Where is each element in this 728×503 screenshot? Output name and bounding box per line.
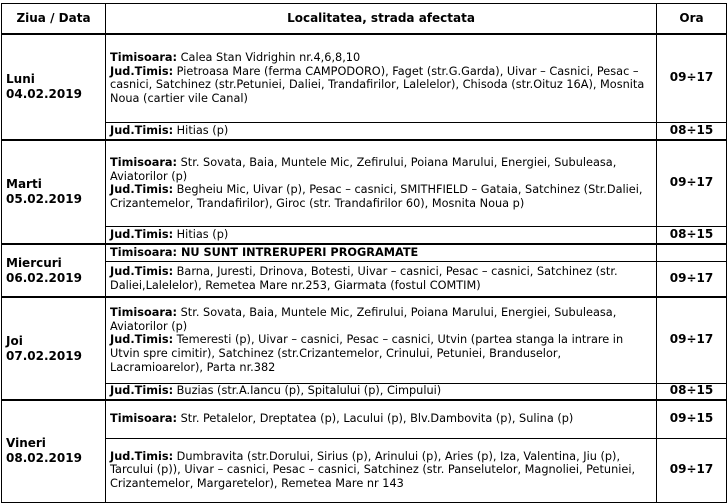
location-cell [106,34,657,122]
time-cell: 09÷17 [657,297,727,383]
header-row [2,4,727,35]
area-label: Jud.Timis: [110,333,174,347]
table-row [2,383,727,400]
table-row [2,261,727,297]
location-cell [106,297,657,383]
header-location: Localitatea, strada afectata [106,4,657,35]
time-cell: 09÷17 [657,140,727,226]
area-label: Jud.Timis: [110,123,174,137]
area-text: Temeresti (p), Uivar – casnici, Pesac – casnici, Utvin (partea stanga la intrare in Utvin spre cimitir), Satchinez (str.Crizantemelor, Crinului, Petuniei, Branduselor, Lacramioarelor), Parta nr.382 [110,333,624,374]
day-cell [2,297,106,400]
time-cell: 08÷15 [657,226,727,244]
time-cell: 08÷15 [657,383,727,400]
time-cell: 09÷17 [657,261,727,297]
table-row [2,297,727,383]
location-cell [106,383,657,400]
date-label: 05.02.2019 [6,192,82,206]
time-cell: 08÷15 [657,122,727,140]
location-cell [106,122,657,140]
day-cell [2,400,106,502]
location-line [110,51,652,65]
area-label: Timisoara: [110,51,178,65]
area-text: NU SUNT INTRERUPERI PROGRAMATE [177,245,419,259]
date-label: 06.02.2019 [6,270,82,285]
table-row [2,244,727,261]
header-time: Ora [657,4,727,35]
area-text: Str. Sovata, Baia, Muntele Mic, Zefirului, Poiana Marului, Energiei, Subuleasa, Aviatorilor (p) [110,156,617,183]
weekday-label: Miercuri [6,255,62,270]
outage-schedule-table [1,3,727,503]
area-text: Hitias (p) [173,227,229,241]
time-cell: 09÷17 [657,34,727,122]
location-cell [106,244,657,261]
location-cell [106,438,657,502]
day-cell [2,34,106,140]
table-row [2,400,727,438]
time-cell: 09÷17 [657,438,727,502]
location-line [110,183,652,210]
location-cell [106,400,657,438]
date-label: 08.02.2019 [6,451,82,466]
location-line [110,333,652,374]
area-label: Jud.Timis: [110,384,174,398]
area-text: Hitias (p) [173,123,229,137]
area-label: Jud.Timis: [110,183,174,197]
weekday-label: Joi [6,333,23,348]
area-label: Jud.Timis: [110,265,174,279]
weekday-label: Vineri [6,436,46,451]
header-day-date: Ziua / Data [2,4,106,35]
area-label: Timisoara: [110,156,178,170]
weekday-label: Luni [6,72,35,86]
area-text: Barna, Juresti, Drinova, Botesti, Uivar – casnici, Pesac – casnici, Satchinez (str. Daliei,Lalelelor), Remetea Mare nr.253, Giarmata (fostul COMTIM) [110,265,618,292]
day-cell [2,140,106,244]
location-cell [106,226,657,244]
location-line [110,306,652,333]
area-label: Timisoara: [110,245,178,259]
weekday-label: Marti [6,177,42,191]
time-cell [657,244,727,261]
table-row [2,122,727,140]
location-cell [106,140,657,226]
area-label: Jud.Timis: [110,227,174,241]
time-cell: 09÷15 [657,400,727,438]
location-line [110,156,652,183]
area-text: Calea Stan Vidrighin nr.4,6,8,10 [177,51,361,65]
date-label: 04.02.2019 [6,87,82,101]
area-label: Timisoara: [110,306,178,320]
table-row [2,140,727,226]
area-text: Pietroasa Mare (ferma CAMPODORO), Faget (str.G.Garda), Uivar – Casnici, Pesac – casnici, Satchinez (str.Petuniei, Daliei, Trandafirilor, Lalelelor), Chisoda (str.Oituz 16A), Mosnita Noua (cartier vile Canal) [110,64,645,105]
table-row [2,438,727,502]
location-line [110,65,652,106]
table-row [2,226,727,244]
area-text: Str. Petalelor, Dreptatea (p), Lacului (p), Blv.Dambovita (p), Sulina (p) [177,412,574,426]
day-cell [2,244,106,297]
area-text: Begheiu Mic, Uivar (p), Pesac – casnici, SMITHFIELD – Gataia, Satchinez (Str.Daliei, Crizantemelor, Trandafirilor), Giroc (str. Trandafirilor 60), Mosnita Noua p) [110,183,643,210]
area-label: Jud.Timis: [110,64,174,78]
area-label: Timisoara: [110,412,178,426]
table-row [2,34,727,122]
area-text: Str. Sovata, Baia, Muntele Mic, Zefirului, Poiana Marului, Energiei, Subuleasa, Aviatorilor (p) [110,306,617,333]
date-label: 07.02.2019 [6,348,82,363]
area-text: Buzias (str.A.Iancu (p), Spitalului (p), Cimpului) [173,384,442,398]
area-label: Jud.Timis: [110,449,174,463]
location-cell [106,261,657,297]
area-text: Dumbravita (str.Dorului, Sirius (p), Arinului (p), Aries (p), Iza, Valentina, Jiu (p), Tarcului (p)), Uivar – casnici, Pesac – casnici, Satchinez (str. Panselutelor, Magnoliei, Petuniei, Crizantemelor, Margaretelor), Remetea Mare nr 143 [110,449,636,490]
